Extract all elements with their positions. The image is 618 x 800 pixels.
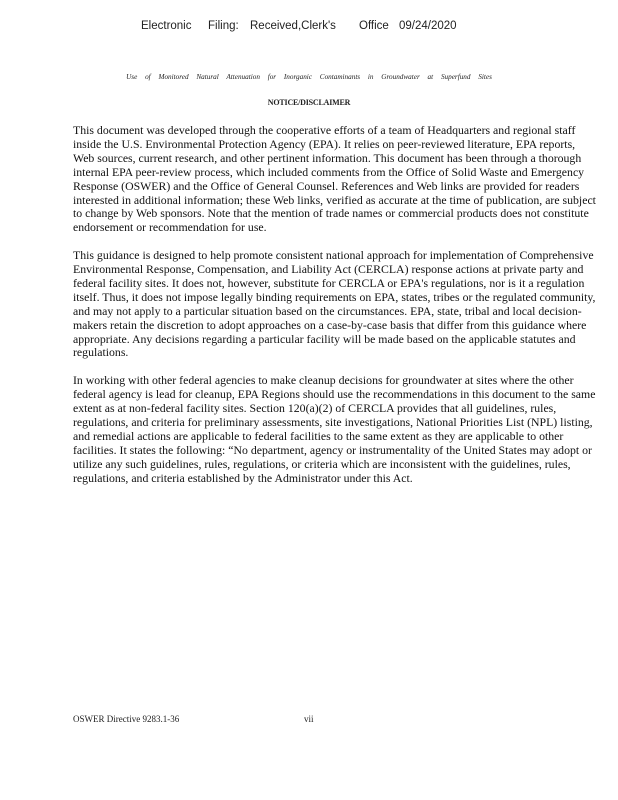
paragraph-guidance: This guidance is designed to help promote consistent national approach for implementation of Comprehensive Environmental Response, Compensation, and Liability Act (CERCLA) response actions at private party and federal facility sites. It does not, however, substitute for CERCLA or EPA's regulations, nor is it a regulation itself. Thus, it does not impose legally binding requirements on EPA, states, tribes or the regulated community, and may not apply to a particular situation based on the circumstances. EPA, state, tribal and local decision-makers retain the discretion to adopt approaches on a case-by-case basis that differ from this guidance where appropriate. Any decisions regarding a particular facility will be made based on the applicable statutes and regulations. bbox=[73, 248, 596, 360]
filing-label-office: Office bbox=[359, 20, 389, 32]
footer-directive: OSWER Directive 9283.1-36 bbox=[73, 714, 180, 724]
filing-label-electronic: Electronic bbox=[141, 20, 192, 32]
filing-label-filing: Filing: bbox=[208, 20, 239, 32]
document-body bbox=[73, 124, 597, 499]
paragraph-development: This document was developed through the cooperative efforts of a team of Headquarters and regional staff inside the U.S. Environmental Protection Agency (EPA). It relies on peer-reviewed literature, EPA reports, Web sources, current research, and other pertinent information. This document has been through a thorough internal EPA peer-review process, which included comments from the Office of Solid Waste and Emergency Response (OSWER) and the Office of General Counsel. References and Web links are provided for readers interested in additional information; these Web links, verified as accurate at the time of publication, are subject to change by Web sponsors. Note that the mention of trade names or commercial products does not constitute endorsement or recommendation for use. bbox=[73, 123, 596, 235]
filing-date: 09/24/2020 bbox=[399, 20, 457, 32]
document-title: Use of Monitored Natural Attenuation for Inorganic Contaminants in Groundwater at Superfund Sites bbox=[126, 73, 492, 81]
notice-disclaimer-heading: NOTICE/DISCLAIMER bbox=[267, 98, 351, 107]
filing-label-received-clerks: Received,Clerk's bbox=[250, 20, 336, 32]
page-footer bbox=[73, 714, 533, 724]
footer-page-number: vii bbox=[304, 714, 314, 724]
paragraph-federal-agencies: In working with other federal agencies to make cleanup decisions for groundwater at sites where the other federal agency is lead for cleanup, EPA Regions should use the recommendations in this document to the same extent as at non-federal facility sites. Section 120(a)(2) of CERCLA provides that all guidelines, rules, regulations, and criteria for preliminary assessments, site investigations, National Priorities List (NPL) listing, and remedial actions are applicable to federal facilities to the same extent as they are applicable to other facilities. It states the following: “No department, agency or instrumentality of the United States may adopt or utilize any such guidelines, rules, regulations, or criteria which are inconsistent with the guidelines, rules, regulations, and criteria established by the Administrator under this Act. bbox=[73, 373, 596, 485]
